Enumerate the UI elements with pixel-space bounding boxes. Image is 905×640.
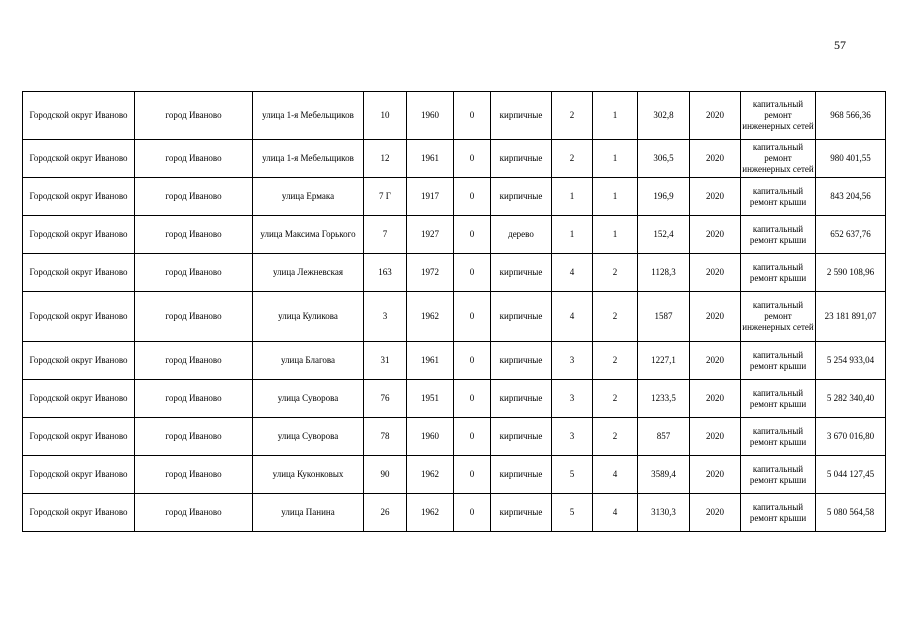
house-number-cell: 7 Г [364,178,407,216]
entrances-cell: 1 [593,92,638,140]
settlement-cell: город Иваново [135,178,253,216]
street-cell: улица Максима Горького [253,216,364,254]
work-type-cell: капитальный ремонт инженерных сетей [741,292,816,342]
street-cell: улица Лежневская [253,254,364,292]
cost-cell: 652 637,76 [816,216,886,254]
table-row [23,140,886,178]
wall-material-cell: кирпичные [491,292,552,342]
house-number-cell: 76 [364,380,407,418]
floors-cell: 4 [552,254,593,292]
area-cell: 152,4 [638,216,690,254]
wall-material-cell: кирпичные [491,254,552,292]
zero-value-cell: 0 [454,380,491,418]
build-year-cell: 1960 [407,92,454,140]
cost-cell: 5 044 127,45 [816,456,886,494]
street-cell: улица Суворова [253,418,364,456]
municipality-cell: Городской округ Иваново [23,178,135,216]
zero-value-cell: 0 [454,342,491,380]
table-row [23,254,886,292]
work-type-cell: капитальный ремонт крыши [741,456,816,494]
municipality-cell: Городской округ Иваново [23,380,135,418]
zero-value-cell: 0 [454,140,491,178]
area-cell: 196,9 [638,178,690,216]
settlement-cell: город Иваново [135,418,253,456]
cost-cell: 3 670 016,80 [816,418,886,456]
wall-material-cell: кирпичные [491,418,552,456]
housing-repair-table [22,91,886,532]
table-row [23,418,886,456]
work-year-cell: 2020 [690,342,741,380]
work-year-cell: 2020 [690,292,741,342]
work-type-cell: капитальный ремонт крыши [741,380,816,418]
municipality-cell: Городской округ Иваново [23,292,135,342]
work-type-cell: капитальный ремонт крыши [741,494,816,532]
table-row [23,380,886,418]
settlement-cell: город Иваново [135,380,253,418]
municipality-cell: Городской округ Иваново [23,254,135,292]
wall-material-cell: кирпичные [491,380,552,418]
house-number-cell: 26 [364,494,407,532]
work-type-cell: капитальный ремонт инженерных сетей [741,92,816,140]
page-number: 57 [834,38,846,52]
wall-material-cell: кирпичные [491,140,552,178]
zero-value-cell: 0 [454,292,491,342]
table-row [23,178,886,216]
settlement-cell: город Иваново [135,456,253,494]
area-cell: 1587 [638,292,690,342]
zero-value-cell: 0 [454,216,491,254]
build-year-cell: 1962 [407,456,454,494]
work-year-cell: 2020 [690,216,741,254]
entrances-cell: 2 [593,292,638,342]
entrances-cell: 2 [593,418,638,456]
table-row [23,292,886,342]
municipality-cell: Городской округ Иваново [23,418,135,456]
work-type-cell: капитальный ремонт крыши [741,418,816,456]
floors-cell: 3 [552,380,593,418]
wall-material-cell: кирпичные [491,178,552,216]
street-cell: улица Панина [253,494,364,532]
municipality-cell: Городской округ Иваново [23,92,135,140]
entrances-cell: 4 [593,494,638,532]
street-cell: улица Ермака [253,178,364,216]
floors-cell: 2 [552,140,593,178]
house-number-cell: 3 [364,292,407,342]
floors-cell: 3 [552,418,593,456]
cost-cell: 5 080 564,58 [816,494,886,532]
work-type-cell: капитальный ремонт крыши [741,254,816,292]
floors-cell: 1 [552,216,593,254]
floors-cell: 3 [552,342,593,380]
table-row [23,342,886,380]
floors-cell: 5 [552,494,593,532]
cost-cell: 5 254 933,04 [816,342,886,380]
street-cell: улица 1-я Мебельщиков [253,140,364,178]
street-cell: улица Суворова [253,380,364,418]
table-row [23,456,886,494]
wall-material-cell: кирпичные [491,494,552,532]
work-type-cell: капитальный ремонт крыши [741,342,816,380]
floors-cell: 4 [552,292,593,342]
house-number-cell: 163 [364,254,407,292]
build-year-cell: 1927 [407,216,454,254]
municipality-cell: Городской округ Иваново [23,216,135,254]
floors-cell: 1 [552,178,593,216]
zero-value-cell: 0 [454,254,491,292]
house-number-cell: 31 [364,342,407,380]
settlement-cell: город Иваново [135,292,253,342]
wall-material-cell: дерево [491,216,552,254]
cost-cell: 5 282 340,40 [816,380,886,418]
area-cell: 1128,3 [638,254,690,292]
area-cell: 306,5 [638,140,690,178]
municipality-cell: Городской округ Иваново [23,342,135,380]
wall-material-cell: кирпичные [491,342,552,380]
table-row [23,216,886,254]
settlement-cell: город Иваново [135,254,253,292]
cost-cell: 23 181 891,07 [816,292,886,342]
table-row [23,92,886,140]
area-cell: 1233,5 [638,380,690,418]
area-cell: 302,8 [638,92,690,140]
house-number-cell: 90 [364,456,407,494]
street-cell: улица Куконковых [253,456,364,494]
work-year-cell: 2020 [690,92,741,140]
build-year-cell: 1972 [407,254,454,292]
cost-cell: 843 204,56 [816,178,886,216]
house-number-cell: 78 [364,418,407,456]
settlement-cell: город Иваново [135,140,253,178]
cost-cell: 2 590 108,96 [816,254,886,292]
municipality-cell: Городской округ Иваново [23,456,135,494]
floors-cell: 2 [552,92,593,140]
area-cell: 3589,4 [638,456,690,494]
table-row [23,494,886,532]
table-body [23,92,886,532]
work-year-cell: 2020 [690,178,741,216]
street-cell: улица Благова [253,342,364,380]
settlement-cell: город Иваново [135,92,253,140]
build-year-cell: 1951 [407,380,454,418]
entrances-cell: 2 [593,342,638,380]
floors-cell: 5 [552,456,593,494]
build-year-cell: 1961 [407,342,454,380]
zero-value-cell: 0 [454,494,491,532]
work-year-cell: 2020 [690,418,741,456]
build-year-cell: 1962 [407,292,454,342]
work-year-cell: 2020 [690,254,741,292]
work-year-cell: 2020 [690,380,741,418]
entrances-cell: 2 [593,254,638,292]
cost-cell: 968 566,36 [816,92,886,140]
street-cell: улица Куликова [253,292,364,342]
entrances-cell: 1 [593,178,638,216]
entrances-cell: 1 [593,140,638,178]
house-number-cell: 12 [364,140,407,178]
zero-value-cell: 0 [454,456,491,494]
area-cell: 3130,3 [638,494,690,532]
settlement-cell: город Иваново [135,342,253,380]
zero-value-cell: 0 [454,178,491,216]
build-year-cell: 1961 [407,140,454,178]
entrances-cell: 2 [593,380,638,418]
municipality-cell: Городской округ Иваново [23,140,135,178]
build-year-cell: 1960 [407,418,454,456]
zero-value-cell: 0 [454,92,491,140]
zero-value-cell: 0 [454,418,491,456]
work-type-cell: капитальный ремонт крыши [741,216,816,254]
entrances-cell: 1 [593,216,638,254]
settlement-cell: город Иваново [135,216,253,254]
build-year-cell: 1962 [407,494,454,532]
entrances-cell: 4 [593,456,638,494]
street-cell: улица 1-я Мебельщиков [253,92,364,140]
area-cell: 857 [638,418,690,456]
work-type-cell: капитальный ремонт инженерных сетей [741,140,816,178]
build-year-cell: 1917 [407,178,454,216]
area-cell: 1227,1 [638,342,690,380]
work-year-cell: 2020 [690,456,741,494]
municipality-cell: Городской округ Иваново [23,494,135,532]
wall-material-cell: кирпичные [491,456,552,494]
house-number-cell: 7 [364,216,407,254]
settlement-cell: город Иваново [135,494,253,532]
work-type-cell: капитальный ремонт крыши [741,178,816,216]
wall-material-cell: кирпичные [491,92,552,140]
work-year-cell: 2020 [690,140,741,178]
work-year-cell: 2020 [690,494,741,532]
house-number-cell: 10 [364,92,407,140]
cost-cell: 980 401,55 [816,140,886,178]
